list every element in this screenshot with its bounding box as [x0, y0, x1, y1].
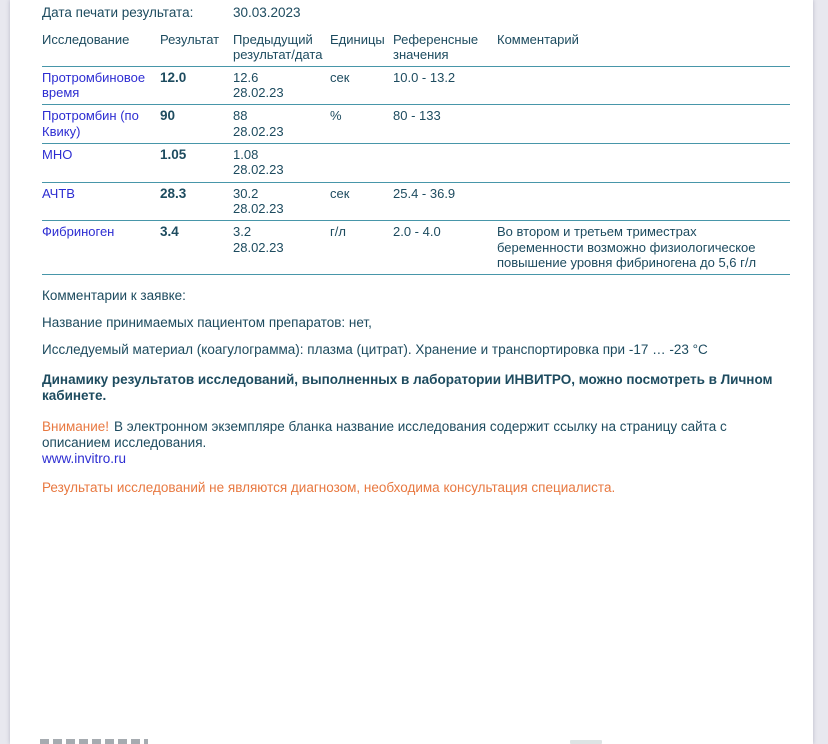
comment-value	[497, 105, 790, 144]
print-date-value: 30.03.2023	[233, 5, 301, 20]
test-name-link[interactable]: Протромбиновое время	[42, 69, 146, 100]
previous-result-value: 1.08	[233, 146, 259, 162]
test-name-link[interactable]: АЧТВ	[42, 185, 75, 201]
previous-result-cell	[233, 105, 330, 144]
reference-value: 10.0 - 13.2	[393, 66, 497, 105]
comment-value	[497, 143, 790, 182]
previous-result-value: 88	[233, 108, 248, 124]
table-row	[42, 182, 790, 221]
previous-result-value: 3.2	[233, 224, 252, 240]
units-value: г/л	[330, 221, 393, 275]
table-row	[42, 105, 790, 144]
column-header-previous: Предыдущий результат/дата	[233, 32, 330, 66]
reference-value: 25.4 - 36.9	[393, 182, 497, 221]
reference-value: 80 - 133	[393, 105, 497, 144]
result-value: 12.0	[160, 66, 233, 105]
table-row	[42, 143, 790, 182]
previous-result-value: 30.2	[233, 185, 259, 201]
previous-result-date: 28.02.23	[233, 200, 284, 216]
column-header-test: Исследование	[42, 32, 160, 66]
column-header-result: Результат	[160, 32, 233, 66]
print-date-label: Дата печати результата:	[42, 5, 194, 20]
dynamics-note: Динамику результатов исследований, выполненных в лаборатории ИНВИТРО, можно посмотреть в Личном кабинете.	[42, 371, 773, 403]
test-name-link[interactable]: МНО	[42, 146, 73, 162]
previous-result-date: 28.02.23	[233, 239, 284, 255]
attention-text: В электронном экземпляре бланка название исследования содержит ссылку на страницу сайта с описанием исследования.	[42, 418, 727, 450]
column-header-units: Единицы	[330, 32, 393, 66]
previous-result-cell	[233, 221, 330, 275]
result-value: 1.05	[160, 143, 233, 182]
previous-result-date: 28.02.23	[233, 162, 284, 178]
results-table-header-row	[42, 32, 790, 66]
cutoff-logo-fragment	[40, 739, 148, 744]
test-name-link[interactable]: Протромбин (по Квику)	[42, 108, 139, 139]
comment-value	[497, 182, 790, 221]
cutoff-stamp-fragment	[570, 740, 602, 744]
units-value: сек	[330, 66, 393, 105]
previous-result-date: 28.02.23	[233, 123, 284, 139]
previous-result-cell	[233, 182, 330, 221]
table-row	[42, 66, 790, 105]
units-value: %	[330, 105, 393, 144]
table-row	[42, 221, 790, 275]
material-note: Исследуемый материал (коагулограмма): плазма (цитрат). Хранение и транспортировка при -17 … -23 °С	[42, 342, 708, 358]
result-value: 3.4	[160, 221, 233, 275]
reference-value	[393, 143, 497, 182]
previous-result-cell	[233, 66, 330, 105]
attention-label: Внимание!	[42, 418, 110, 434]
result-value: 28.3	[160, 182, 233, 221]
comment-value	[497, 66, 790, 105]
invitro-website-link[interactable]: www.invitro.ru	[42, 450, 127, 466]
report-content	[42, 5, 790, 495]
request-comments-title: Комментарии к заявке:	[42, 288, 186, 304]
result-value: 90	[160, 105, 233, 144]
diagnosis-disclaimer: Результаты исследований не являются диагнозом, необходима консультация специалиста.	[42, 479, 616, 495]
reference-value: 2.0 - 4.0	[393, 221, 497, 275]
column-header-comment: Комментарий	[497, 32, 790, 66]
units-value: сек	[330, 182, 393, 221]
previous-result-value: 12.6	[233, 69, 259, 85]
previous-result-cell	[233, 143, 330, 182]
attention-note	[42, 419, 790, 467]
previous-result-date: 28.02.23	[233, 84, 284, 100]
column-header-reference: Референсные значения	[393, 32, 497, 66]
medications-note: Название принимаемых пациентом препаратов: нет,	[42, 315, 372, 331]
comment-value: Во втором и третьем триместрах беременности возможно физиологическое повышение уровня фибриногена до 5,6 г/л	[497, 221, 790, 275]
units-value	[330, 143, 393, 182]
results-table	[42, 32, 790, 275]
test-name-link[interactable]: Фибриноген	[42, 224, 115, 240]
report-document	[10, 0, 813, 744]
print-date-row	[42, 5, 790, 21]
